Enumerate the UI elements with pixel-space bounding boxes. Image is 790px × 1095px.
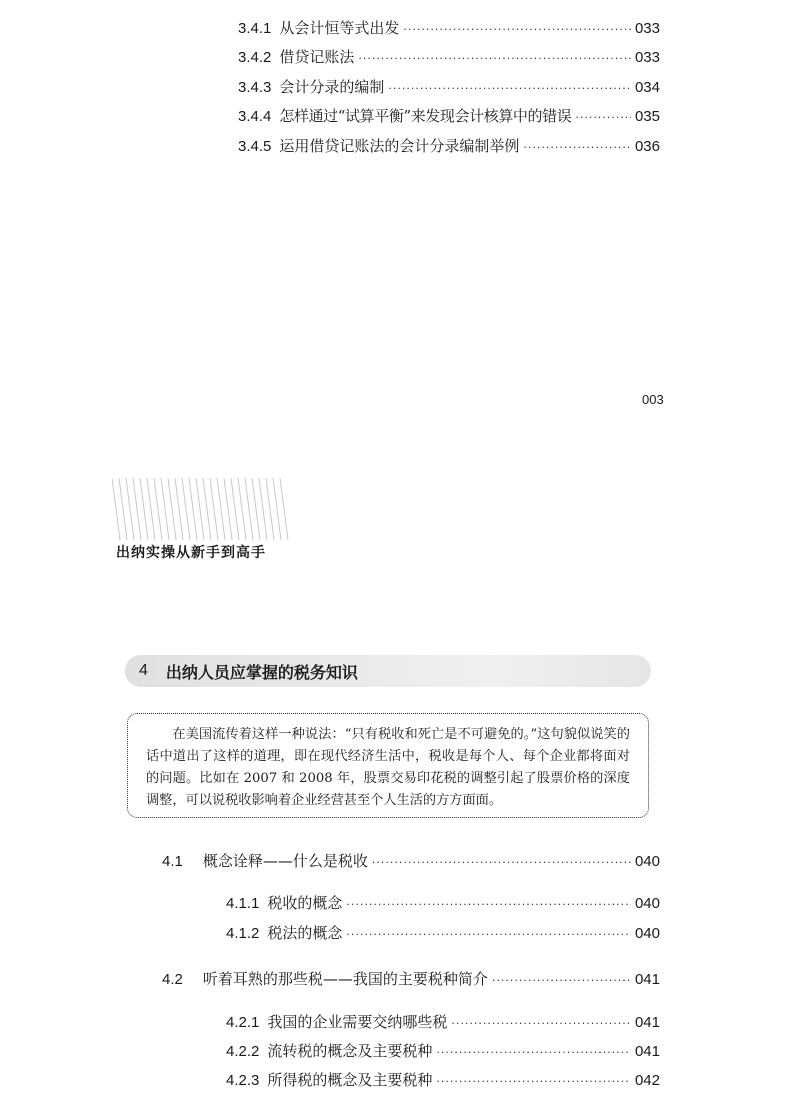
toc-entry-title: 我国的企业需要交纳哪些税 [267,1013,448,1031]
toc-entry-title: 运用借贷记账法的会计分录编制举例 [279,137,520,155]
toc-entry-title: 流转税的概念及主要税种 [267,1042,433,1060]
toc-entry-3-4-1[interactable] [238,18,660,40]
toc-entry-title: 会计分录的编制 [279,78,385,96]
toc-entry-3-4-4[interactable] [238,106,660,128]
toc-entry-number: 3.4.2 [238,49,272,66]
toc-entry-number: 3.4.3 [238,79,272,96]
toc-entry-page: 040 [634,895,660,912]
toc-leader-dots [436,1043,631,1063]
toc-entry-number: 3.4.1 [238,20,272,37]
toc-entry-3-4-5[interactable] [238,136,660,158]
toc-entry-number: 3.4.4 [238,108,272,125]
toc-leader-dots [523,138,631,158]
toc-leader-dots [346,925,631,945]
toc-entry-page: 041 [634,1043,660,1060]
toc-section-title: 概念诠释——什么是税收 [202,852,368,870]
toc-entry-page: 040 [634,925,660,942]
toc-entry-number: 3.4.5 [238,138,272,155]
toc-entry-3-4-2[interactable] [238,47,660,69]
toc-entry-number: 4.2.1 [226,1014,260,1031]
toc-entry-number: 4.2.3 [226,1072,260,1089]
toc-leader-dots [575,108,631,128]
toc-entry-4-1-1[interactable] [226,893,660,915]
toc-entry-4-1-2[interactable] [226,923,660,945]
decorative-hatch-lines [112,478,302,548]
book-title: 出纳实操从新手到高手 [116,545,266,561]
toc-entry-page: 033 [634,49,660,66]
toc-entry-4-2-3[interactable] [226,1070,660,1092]
toc-entry-4-2-1[interactable] [226,1012,660,1034]
toc-entry-page: 041 [634,1014,660,1031]
toc-section-page: 041 [634,971,660,988]
toc-entry-page: 036 [634,138,660,155]
toc-section-4-2[interactable] [162,969,660,991]
toc-entry-number: 4.1.2 [226,925,260,942]
toc-leader-dots [346,895,631,915]
toc-entry-title: 借贷记账法 [279,48,355,66]
page-number: 003 [642,392,664,407]
toc-entry-page: 042 [634,1072,660,1089]
toc-leader-dots [388,79,631,99]
toc-leader-dots [451,1014,631,1034]
toc-section-4-1[interactable] [162,851,660,873]
toc-entry-page: 034 [634,79,660,96]
toc-entry-title: 税法的概念 [267,924,343,942]
toc-section-number: 4.1 [162,853,183,870]
chapter-number: 4 [139,662,148,679]
toc-entry-4-2-2[interactable] [226,1041,660,1063]
toc-entry-title: 怎样通过“试算平衡”来发现会计核算中的错误 [279,107,572,125]
chapter-header[interactable] [125,655,651,687]
toc-leader-dots [403,20,631,40]
toc-entry-number: 4.1.1 [226,895,260,912]
toc-section-page: 040 [634,853,660,870]
toc-section-number: 4.2 [162,971,183,988]
toc-entry-page: 033 [634,20,660,37]
toc-entry-title: 所得税的概念及主要税种 [267,1071,433,1089]
toc-section-title: 听着耳熟的那些税——我国的主要税种简介 [202,970,488,988]
toc-leader-dots [492,971,631,991]
toc-entry-page: 035 [634,108,660,125]
toc-entry-title: 从会计恒等式出发 [279,19,400,37]
toc-entry-3-4-3[interactable] [238,77,660,99]
toc-leader-dots [358,49,631,69]
toc-leader-dots [372,853,631,873]
chapter-title: 出纳人员应掌握的税务知识 [165,662,358,682]
toc-leader-dots [436,1072,631,1092]
chapter-intro: 在美国流传着这样一种说法：“只有税收和死亡是不可避免的。”这句貌似说笑的话中道出了这样的道理，即在现代经济生活中，税收是每个人、每个企业都将面对的问题。比如在 2007 和 2008 年，股票交易印花税的调整引起了股票价格的深度调整，可以说税收影响着企业经营甚至个人生活的方方面面。 [127,713,649,818]
toc-entry-title: 税收的概念 [267,894,343,912]
toc-entry-number: 4.2.2 [226,1043,260,1060]
